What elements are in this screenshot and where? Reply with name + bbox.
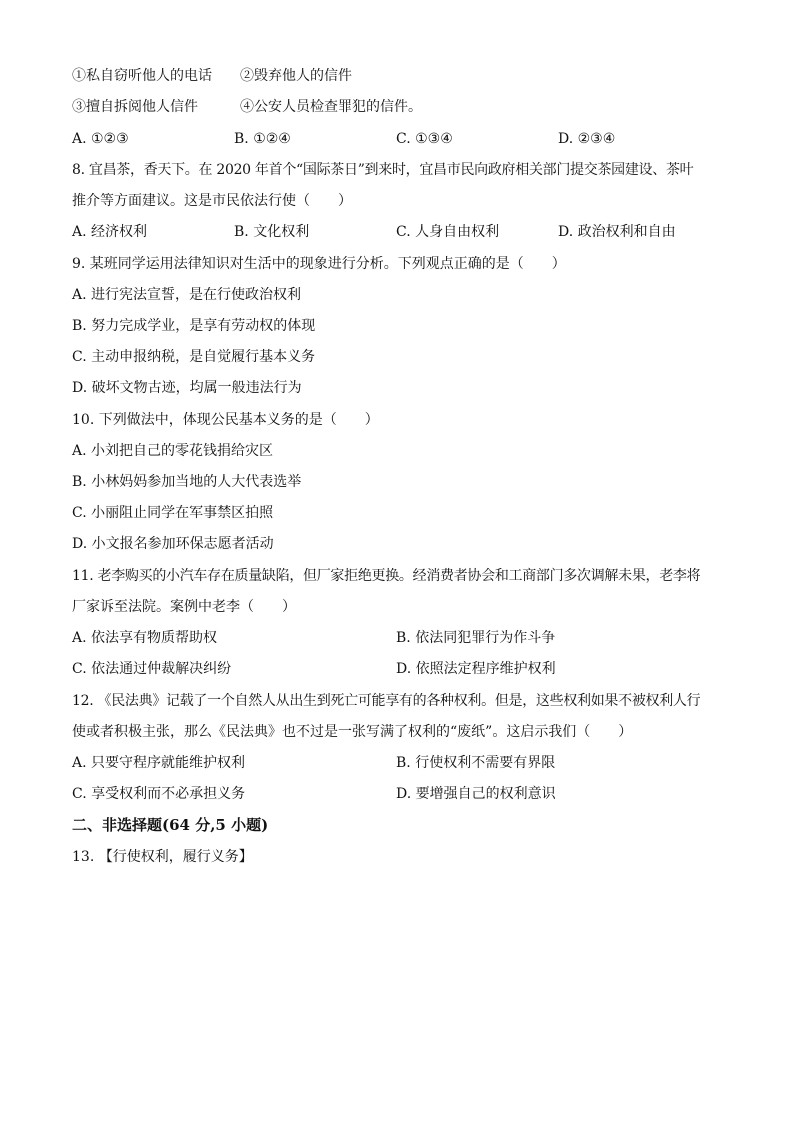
q8-stem-line-2: 推介等方面建议。这是市民依法行使（ ） (72, 193, 352, 209)
q9-stem: 9. 某班同学运用法律知识对生活中的现象进行分析。下列观点正确的是（ ） (72, 256, 566, 272)
q7-option-d: D. ②③④ (558, 131, 616, 147)
q7-items-line-1: ①私自窃听他人的电话 ②毁弃他人的信件 (72, 68, 352, 84)
q12-option-a: A. 只要守程序就能维护权利 (72, 755, 246, 771)
q7-items-line-2: ③擅自拆阅他人信件 ④公安人员检查罪犯的信件。 (72, 99, 422, 115)
q11-option-d: D. 依照法定程序维护权利 (396, 661, 556, 677)
q8-option-c: C. 人身自由权利 (396, 224, 500, 240)
q10-option-c: C. 小丽阻止同学在军事禁区拍照 (72, 505, 274, 521)
section-2-title: 二、非选择题(64 分,5 小题) (72, 816, 269, 834)
q12-stem-line-2: 使或者积极主张，那么《民法典》也不过是一张写满了权利的“废纸”。这启示我们（ ） (72, 724, 633, 740)
q8-stem-line-1: 8. 宜昌茶，香天下。在 2020 年首个“国际茶日”到来时，宜昌市民向政府相关部门提交茶园建设、茶叶 (72, 162, 694, 178)
q11-option-b: B. 依法同犯罪行为作斗争 (396, 630, 556, 646)
q11-stem-line-1: 11. 老李购买的小汽车存在质量缺陷，但厂家拒绝更换。经消费者协会和工商部门多次调解未果，老李将 (72, 568, 701, 584)
q11-option-a: A. 依法享有物质帮助权 (72, 630, 218, 646)
q9-option-c: C. 主动申报纳税，是自觉履行基本义务 (72, 349, 316, 365)
q11-stem-line-2: 厂家诉至法院。案例中老李（ ） (72, 599, 296, 615)
q12-stem-line-1: 12. 《民法典》记载了一个自然人从出生到死亡可能享有的各种权利。但是，这些权利如果不被权利人行 (72, 693, 701, 709)
q8-option-b: B. 文化权利 (234, 224, 310, 240)
q10-stem: 10. 下列做法中，体现公民基本义务的是（ ） (72, 412, 379, 428)
q13-stem: 13. 【行使权利，履行义务】 (72, 849, 253, 865)
q9-option-b: B. 努力完成学业，是享有劳动权的体现 (72, 318, 316, 334)
q8-option-a: A. 经济权利 (72, 224, 148, 240)
q7-option-c: C. ①③④ (396, 131, 453, 147)
q10-option-d: D. 小文报名参加环保志愿者活动 (72, 536, 274, 552)
q8-option-d: D. 政治权利和自由 (558, 224, 676, 240)
q12-option-c: C. 享受权利而不必承担义务 (72, 786, 246, 802)
q10-option-a: A. 小刘把自己的零花钱捐给灾区 (72, 443, 274, 459)
q12-option-b: B. 行使权利不需要有界限 (396, 755, 556, 771)
q9-option-d: D. 破坏文物古迹，均属一般违法行为 (72, 380, 302, 396)
q7-option-a: A. ①②③ (72, 131, 129, 147)
q9-option-a: A. 进行宪法宣誓，是在行使政治权利 (72, 287, 302, 303)
q7-option-b: B. ①②④ (234, 131, 291, 147)
q12-option-d: D. 要增强自己的权利意识 (396, 786, 556, 802)
q10-option-b: B. 小林妈妈参加当地的人大代表选举 (72, 474, 302, 490)
q11-option-c: C. 依法通过仲裁解决纠纷 (72, 661, 232, 677)
